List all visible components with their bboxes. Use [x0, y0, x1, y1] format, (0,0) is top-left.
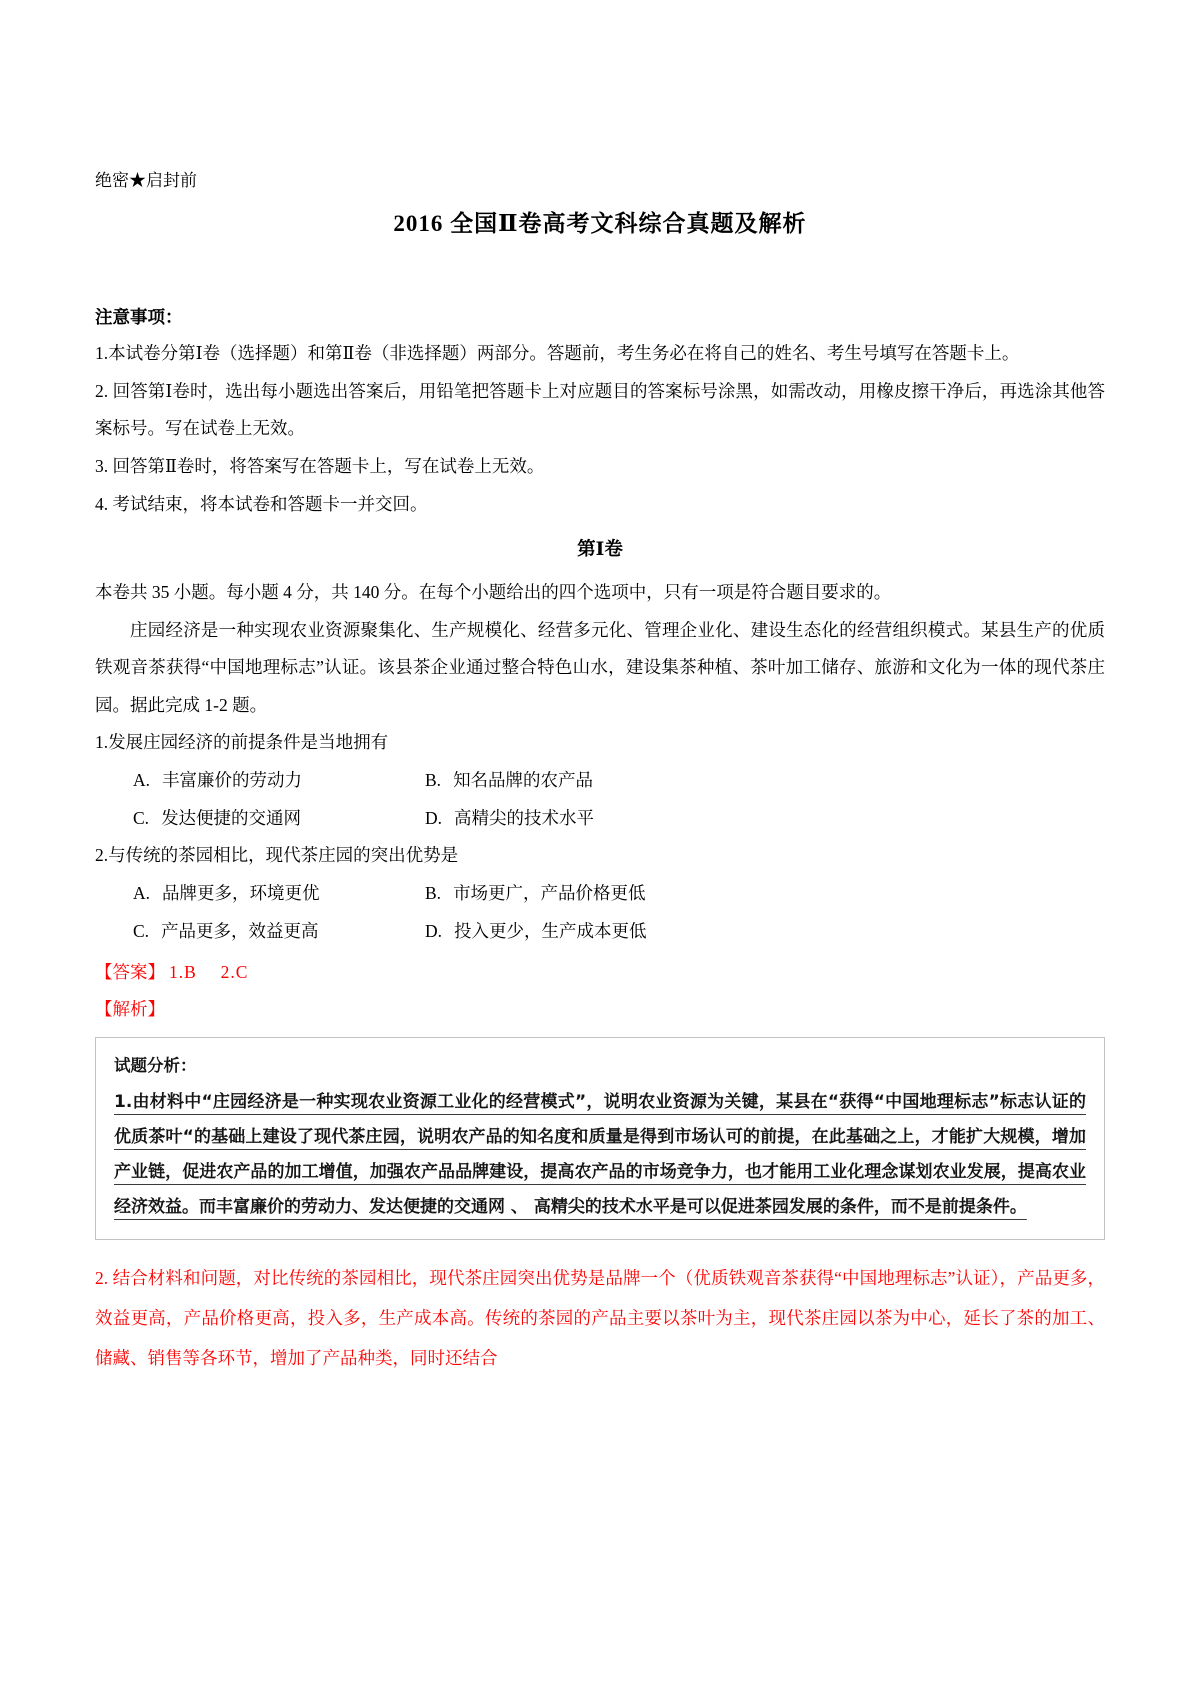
question-2 — [95, 837, 1105, 950]
analysis-label: 【解析】 — [95, 998, 165, 1019]
question-1-option-c — [133, 800, 425, 838]
option-text: 品牌更多，环境更优 — [162, 882, 320, 903]
question-1-stem: 1.发展庄园经济的前提条件是当地拥有 — [95, 732, 389, 753]
option-text: 市场更广，产品价格更低 — [453, 882, 646, 903]
option-label: D. — [425, 920, 443, 941]
option-label: C. — [133, 920, 150, 941]
answer-value: 1.B 2.C — [169, 962, 249, 983]
classification-marking: 绝密★启封前 — [95, 171, 197, 190]
option-label: C. — [133, 807, 150, 828]
analysis-box-heading: 试题分析： — [114, 1055, 197, 1075]
question-1 — [95, 724, 1105, 837]
question-1-options-row-1 — [95, 762, 1105, 800]
option-text: 产品更多，效益更高 — [161, 920, 319, 941]
analysis-box — [95, 1037, 1105, 1240]
question-2-option-a — [133, 875, 425, 913]
section-heading: 第Ⅰ卷 — [577, 540, 623, 561]
answer-line — [95, 954, 1105, 992]
notice-item-2: 2. 回答第Ⅰ卷时，选出每小题选出答案后，用铅笔把答题卡上对应题目的答案标号涂黑，如需改动，用橡皮擦干净后，再选涂其他答案标号。写在试卷上无效。 — [95, 380, 1105, 439]
question-1-option-a — [133, 762, 425, 800]
analysis-red-note: 2. 结合材料和问题，对比传统的茶园相比，现代茶庄园突出优势是品牌一个（优质铁观音茶获得“中国地理标志”认证），产品更多，效益更高，产品价格更高，投入多，生产成本高。传统的茶园的产品主要以茶叶为主，现代茶庄园以茶为中心，延长了茶的加工、储藏、销售等各环节，增加了产品种类，同时还结合 — [95, 1267, 1105, 1369]
option-label: A. — [133, 770, 151, 791]
question-2-option-b — [425, 875, 1105, 913]
exam-document-page — [95, 0, 1105, 1378]
option-text: 高精尖的技术水平 — [454, 807, 595, 828]
section-intro: 本卷共 35 小题。每小题 4 分，共 140 分。在每个小题给出的四个选项中，只有一项是符合题目要求的。 — [95, 581, 892, 602]
notice-heading: 注意事项： — [95, 307, 183, 327]
option-label: A. — [133, 882, 151, 903]
option-text: 丰富廉价的劳动力 — [162, 770, 303, 791]
option-text: 发达便捷的交通网 — [161, 807, 302, 828]
notice-item-3: 3. 回答第Ⅱ卷时，将答案写在答题卡上，写在试卷上无效。 — [95, 455, 545, 476]
question-2-option-d — [425, 913, 1105, 951]
question-2-option-c — [133, 913, 425, 951]
option-text: 投入更少，生产成本更低 — [454, 920, 647, 941]
question-2-options-row-2 — [95, 913, 1105, 951]
question-passage: 庄园经济是一种实现农业资源聚集化、生产规模化、经营多元化、管理企业化、建设生态化的经营组织模式。某县生产的优质铁观音茶获得“中国地理标志”认证。该县茶企业通过整合特色山水，建设集茶种植、茶叶加工储存、旅游和文化为一体的现代茶庄园。据此完成 1-2 题。 — [95, 619, 1105, 715]
answer-label: 【答案】 — [95, 962, 165, 983]
option-label: B. — [425, 770, 442, 791]
option-text: 知名品牌的农产品 — [453, 770, 594, 791]
analysis-box-text: 1.由材料中“庄园经济是一种实现农业资源工业化的经营模式”，说明农业资源为关键，某县在“获得“中国地理标志”标志认证的优质茶叶“的基础上建设了现代茶庄园，说明农产品的知名度和质量是得到市场认可的前提，在此基础之上，才能扩大规模，增加产业链，促进农产品的加工增值，加强农产品品牌建设，提高农产品的市场竞争力，也才能用工业化理念谋划农业发展，提高农业经济效益。而丰富廉价的劳动力、发达便捷的交通网 、 高精尖的技术水平是可以促进茶园发展的条件，而不是前提条件。 — [114, 1092, 1086, 1217]
question-1-option-b — [425, 762, 1105, 800]
question-1-option-d — [425, 800, 1105, 838]
option-label: D. — [425, 807, 443, 828]
notice-item-1: 1.本试卷分第Ⅰ卷（选择题）和第Ⅱ卷（非选择题）两部分。答题前，考生务必在将自己的姓名、考生号填写在答题卡上。 — [95, 343, 1020, 363]
question-1-options-row-2 — [95, 800, 1105, 838]
question-2-stem: 2.与传统的茶园相比，现代茶庄园的突出优势是 — [95, 845, 459, 866]
option-label: B. — [425, 882, 442, 903]
page-title: 2016 全国Ⅱ卷高考文科综合真题及解析 — [393, 211, 807, 236]
notice-item-4: 4. 考试结束，将本试卷和答题卡一并交回。 — [95, 493, 428, 514]
question-2-options-row-1 — [95, 875, 1105, 913]
